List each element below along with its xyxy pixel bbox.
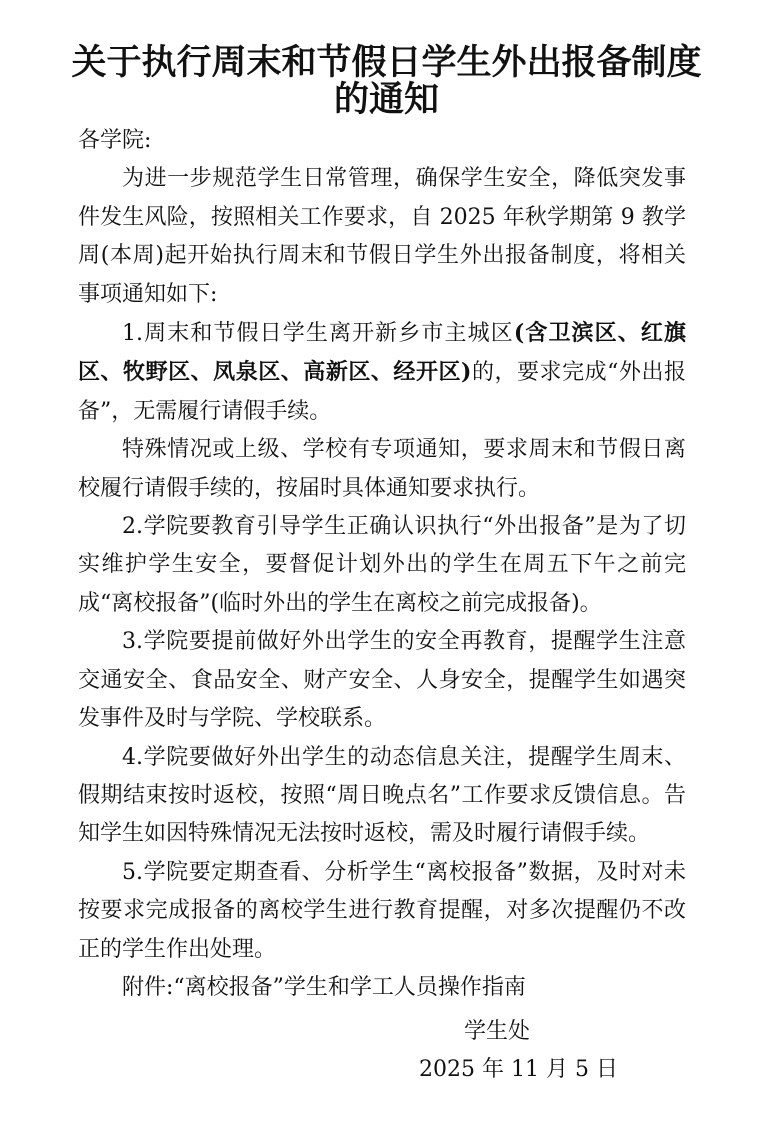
item-1-paragraph (78, 314, 686, 431)
item-1-districts: (含卫滨区、红旗区、牧野区、凤泉区、高新区、经开区) (78, 320, 686, 386)
document-body (78, 122, 686, 1007)
document-title-line-1: 关于执行周末和节假日学生外出报备制度 (71, 42, 702, 83)
issue-date: 2025 年 11 月 5 日 (419, 1057, 618, 1082)
item-1-text: 1.周末和节假日学生离开新乡市主城区 (122, 321, 514, 347)
attachment-line: 附件:“离校报备”学生和学工人员操作指南 (122, 974, 526, 1000)
item-2-paragraph: 2.学院要教育引导学生正确认识执行“外出报备”是为了切实维护学生安全，要督促计划外出的学生在周五下午之前完成“离校报备”(临时外出的学生在离校之前完成报备)。 (78, 514, 686, 616)
issuer-signature: 学生处 (464, 1019, 531, 1044)
item-3-paragraph: 3.学院要提前做好外出学生的安全再教育，提醒学生注意交通安全、食品安全、财产安全、人身安全，提醒学生如遇突发事件及时与学院、学校联系。 (78, 629, 686, 732)
item-1-note-paragraph: 特殊情况或上级、学校有专项通知，要求周末和节假日离校履行请假手续的，按届时具体通知要求执行。 (78, 437, 686, 501)
item-4-paragraph: 4.学院要做好外出学生的动态信息关注，提醒学生周末、假期结束按时返校，按照“周日晚点名”工作要求反馈信息。告知学生如因特殊情况无法按时返校，需及时履行请假手续。 (78, 744, 686, 847)
document-title-line-2: 的通知 (333, 79, 439, 120)
item-1-text-end: 的，要求完成“外出报备”，无需履行请假手续。 (78, 360, 686, 424)
intro-paragraph: 为进一步规范学生日常管理，确保学生安全，降低突发事件发生风险，按照相关工作要求，自 2025 年秋学期第 9 教学周(本周)起开始执行周末和节假日学生外出报备制度，将相关事项通知如下: (78, 166, 686, 307)
salutation: 各学院: (78, 128, 152, 153)
item-5-paragraph: 5.学院要定期查看、分析学生“离校报备”数据，及时对未按要求完成报备的离校学生进行教育提醒，对多次提醒仍不改正的学生作出处理。 (78, 859, 686, 962)
